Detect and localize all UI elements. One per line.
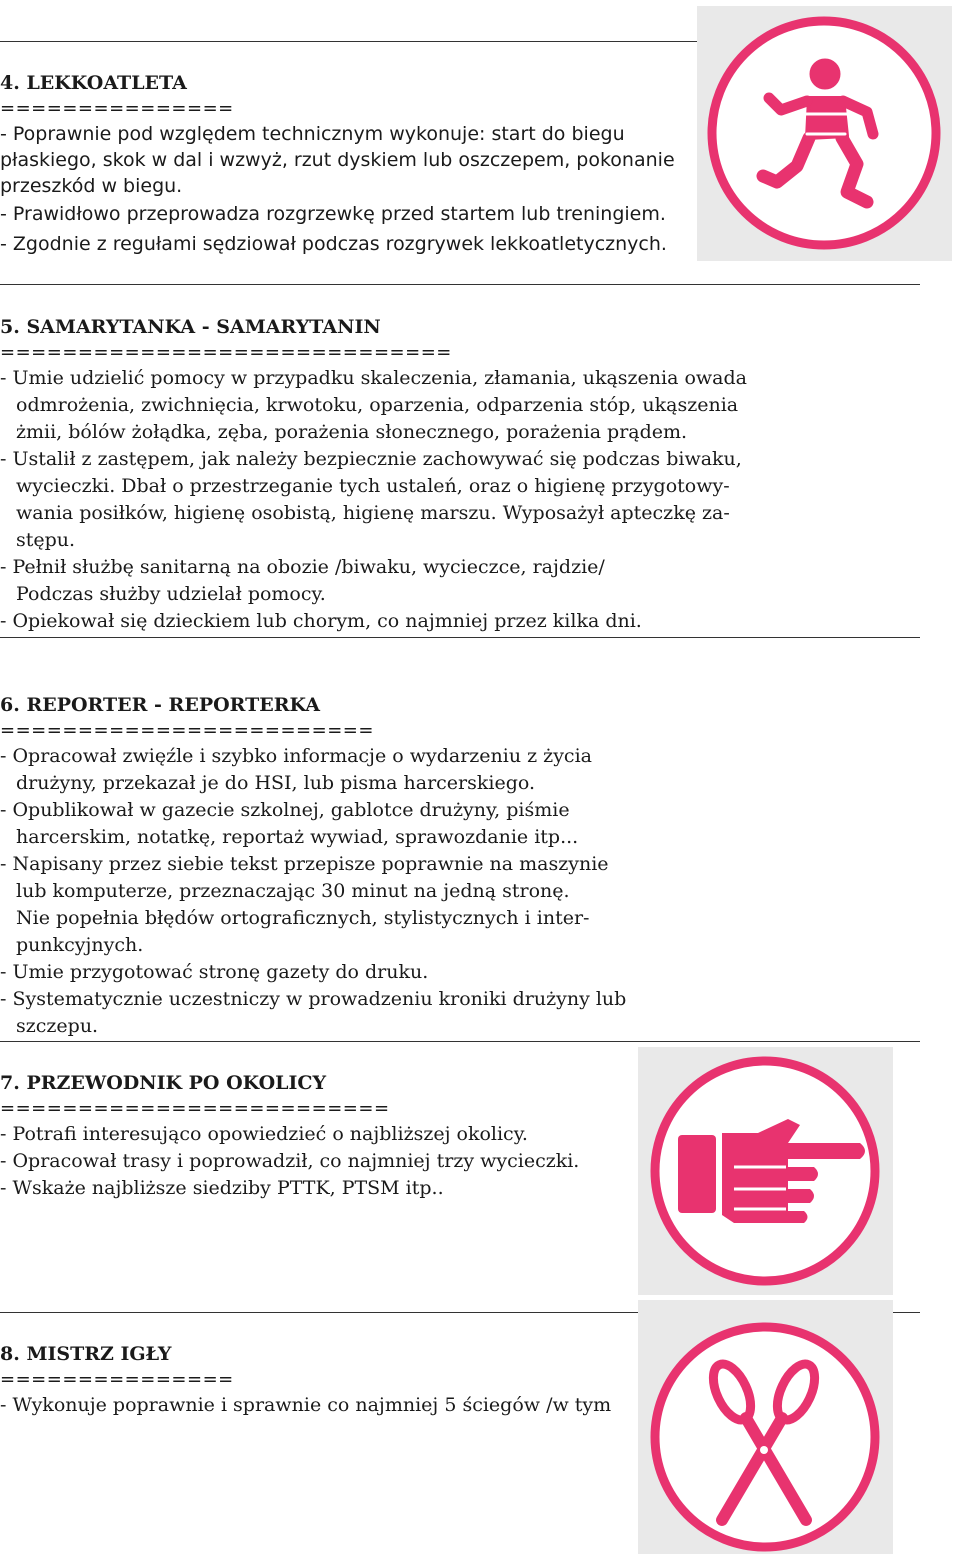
section-separator: =========================	[0, 1098, 390, 1119]
section-separator: ===============	[0, 98, 234, 119]
section-separator: ========================	[0, 720, 374, 741]
badge-przewodnik	[638, 1047, 893, 1295]
text-line: szczepu.	[16, 1015, 99, 1037]
divider	[0, 1041, 920, 1042]
text-line: - Opiekował się dzieckiem lub chorym, co najmniej przez kilka dni.	[0, 610, 642, 632]
text-line: wycieczki. Dbał o przestrzeganie tych ustaleń, oraz o higienę przygotowy-	[16, 475, 730, 497]
runner-icon	[697, 6, 952, 261]
section-mistrz-igly	[0, 1341, 611, 1419]
pointing-hand-icon	[638, 1047, 893, 1295]
text-line: Podczas służby udzielał pomocy.	[16, 583, 326, 605]
text-line: żmii, bólów żołądka, zęba, porażenia słonecznego, porażenia prądem.	[16, 421, 688, 443]
section-reporter	[0, 692, 626, 1040]
divider	[0, 41, 697, 42]
text-line: - Prawidłowo przeprowadza rozgrzewkę przed startem lub treningiem.	[0, 203, 666, 225]
text-line: Nie popełnia błędów ortograficznych, stylistycznych i inter-	[16, 907, 590, 929]
text-line: - Umie udzielić pomocy w przypadku skaleczenia, złamania, ukąszenia owada	[0, 367, 747, 389]
text-line: odmrożenia, zwichnięcia, krwotoku, oparzenia, odparzenia stóp, ukąszenia	[16, 394, 739, 416]
text-line: - Umie przygotować stronę gazety do druku.	[0, 961, 429, 983]
text-line: stępu.	[16, 529, 76, 551]
text-line: - Opublikował w gazecie szkolnej, gablotce drużyny, piśmie	[0, 799, 570, 821]
text-line: - Napisany przez siebie tekst przepisze poprawnie na maszynie	[0, 853, 609, 875]
text-line: - Pełnił służbę sanitarną na obozie /biwaku, wycieczce, rajdzie/	[0, 556, 605, 578]
text-line: - Potrafi interesująco opowiedzieć o najbliższej okolicy.	[0, 1123, 528, 1145]
text-line: harcerskim, notatkę, reportaż wywiad, sprawozdanie itp...	[16, 826, 579, 848]
text-line: - Zgodnie z regułami sędziował podczas rozgrywek lekkoatletycznych.	[0, 233, 667, 255]
section-separator: ===============	[0, 1369, 234, 1390]
text-line: drużyny, przekazał je do HSI, lub pisma harcerskiego.	[16, 772, 536, 794]
section-title: 4. LEKKOATLETA	[0, 72, 187, 94]
section-separator: =============================	[0, 342, 452, 363]
text-line: - Ustalił z zastępem, jak należy bezpiecznie zachowywać się podczas biwaku,	[0, 448, 742, 470]
text-line: płaskiego, skok w dal i wzwyż, rzut dyskiem lub oszczepem, pokonanie	[0, 149, 675, 171]
section-przewodnik	[0, 1070, 579, 1202]
badge-mistrz-igly	[638, 1300, 893, 1554]
text-line: lub komputerze, przeznaczając 30 minut na jedną stronę.	[16, 880, 570, 902]
text-line: - Wskaże najbliższe siedziby PTTK, PTSM itp..	[0, 1177, 444, 1199]
text-line: - Opracował zwięźle i szybko informacje o wydarzeniu z życia	[0, 745, 592, 767]
text-line: wania posiłków, higienę osobistą, higienę marszu. Wyposażył apteczkę za-	[16, 502, 730, 524]
text-line: - Systematycznie uczestniczy w prowadzeniu kroniki drużyny lub	[0, 988, 627, 1010]
divider	[0, 637, 920, 638]
text-line: punkcyjnych.	[16, 934, 144, 956]
text-line: - Poprawnie pod względem technicznym wykonuje: start do biegu	[0, 123, 625, 145]
badge-lekkoatleta	[697, 6, 952, 261]
section-title: 7. PRZEWODNIK PO OKOLICY	[0, 1072, 327, 1094]
text-line: - Opracował trasy i poprowadził, co najmniej trzy wycieczki.	[0, 1150, 580, 1172]
section-title: 6. REPORTER - REPORTERKA	[0, 694, 321, 716]
text-line: przeszkód w biegu.	[0, 175, 183, 197]
section-lekkoatleta	[0, 70, 675, 257]
section-title: 5. SAMARYTANKA - SAMARYTANIN	[0, 316, 381, 338]
text-line: - Wykonuje poprawnie i sprawnie co najmniej 5 ściegów /w tym	[0, 1394, 612, 1416]
section-samarytanka	[0, 314, 747, 635]
scissors-icon	[638, 1300, 893, 1554]
divider	[0, 284, 920, 285]
section-title: 8. MISTRZ IGŁY	[0, 1343, 172, 1365]
